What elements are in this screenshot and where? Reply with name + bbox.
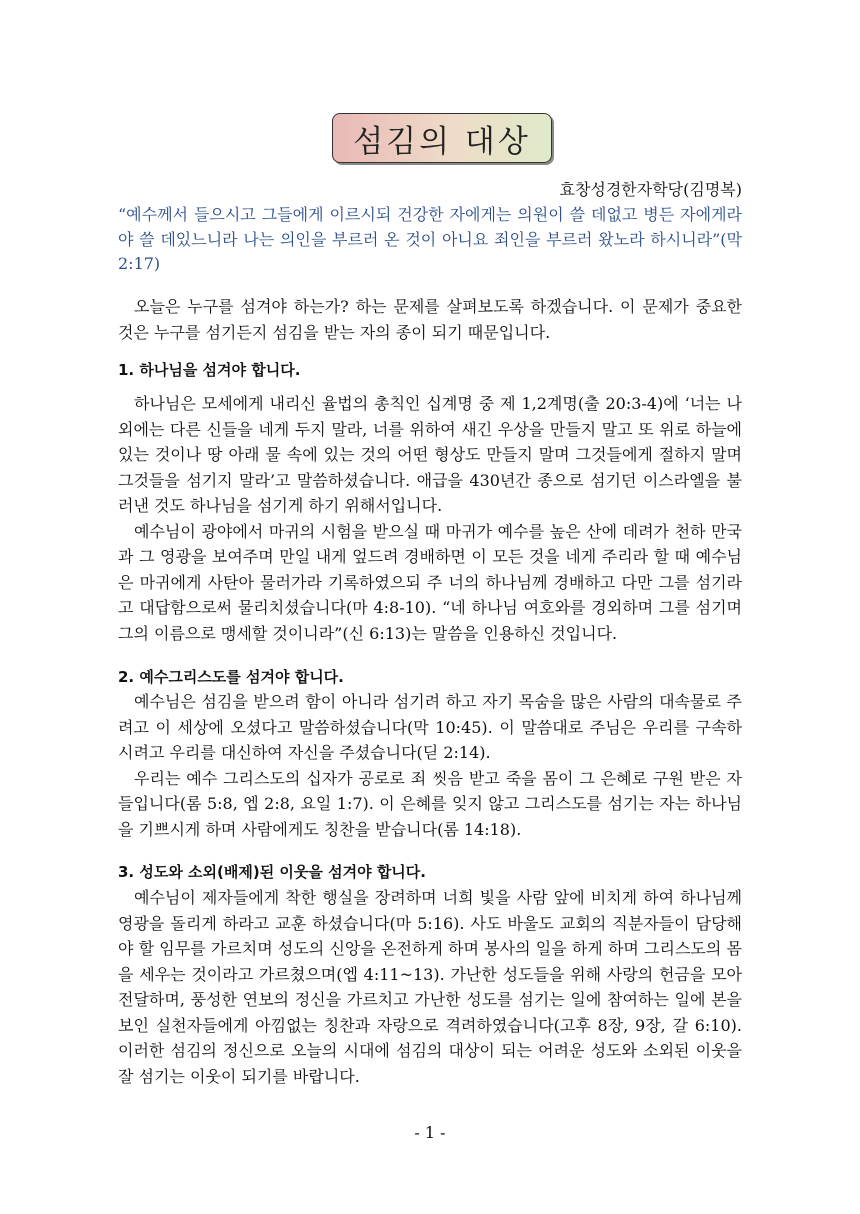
section-heading-1: 1. 하나님을 섬겨야 합니다. (118, 361, 301, 379)
section-heading-3: 3. 성도와 소외(배제)된 이웃을 섬겨야 합니다. (118, 863, 426, 881)
title-banner (332, 113, 552, 163)
section-body-1 (118, 391, 742, 646)
section-1-paragraph-1: 하나님은 모세에게 내리신 율법의 총칙인 십계명 중 제 1,2계명(출 20:3-4)에 ‘너는 나 외에는 다른 신들을 네게 두지 말라, 너를 위하여 새긴 우상을 만들지 말고 또 위로 하늘에 있는 것이나 땅 아래 물 속에 있는 것의 어떤 형상도 만들지 말며 그것들에게 절하지 말며 그것들을 섬기지 말라’고 말씀하셨습니다. 애급을 430년간 종으로 섬기던 이스라엘을 불러낸 것도 하나님을 섬기게 하기 위해서입니다. (118, 394, 742, 515)
section-heading-2: 2. 예수그리스도를 섬겨야 합니다. (118, 668, 344, 686)
section-body-3 (118, 885, 742, 1089)
section-body-2 (118, 689, 742, 842)
intro-text: 오늘은 누구를 섬겨야 하는가? 하는 문제를 살펴보도록 하겠습니다. 이 문제가 중요한 것은 누구를 섬기든지 섬김을 받는 자의 종이 되기 때문입니다. (118, 297, 742, 342)
epigraph-quote: “예수께서 들으시고 그들에게 이르시되 건강한 자에게는 의원이 쓸 데없고 병든 자에게라야 쓸 데있느니라 나는 의인을 부르러 온 것이 아니요 죄인을 부르러 왔노라 하시니라”(막 2:17) (118, 205, 742, 273)
document-title: 섬김의 대상 (353, 123, 531, 160)
intro-paragraph (118, 294, 742, 345)
section-2-paragraph-1: 예수님은 섬김을 받으려 함이 아니라 섬기려 하고 자기 목숨을 많은 사람의 대속물로 주려고 이 세상에 오셨다고 말씀하셨습니다(막 10:45). 이 말씀대로 주님은 우리를 구속하시려고 우리를 대신하여 자신을 주셨습니다(딛 2:14). (118, 692, 742, 762)
section-2-paragraph-2: 우리는 예수 그리스도의 십자가 공로로 죄 씻음 받고 죽을 몸이 그 은혜로 구원 받은 자들입니다(롬 5:8, 엡 2:8, 요일 1:7). 이 은혜를 잊지 않고 그리스도를 섬기는 자는 하나님을 기쁘시게 하며 사람에게도 칭찬을 받습니다(롬 14:18). (118, 768, 742, 839)
author-line: 효창성경한자학당(김명복) (559, 180, 742, 199)
section-3-paragraph-1: 예수님이 제자들에게 착한 행실을 장려하며 너희 빛을 사람 앞에 비치게 하여 하나님께 영광을 돌리게 하라고 교훈 하셨습니다(마 5:16). 사도 바울도 교회의 직분자들이 담당해야 할 임무를 가르치며 성도의 신앙을 온전하게 하며 봉사의 일을 하게 하며 그리스도의 몸을 세우는 것이라고 가르쳤으며(엡 4:11~13). 가난한 성도들을 위해 사랑의 헌금을 모아 전달하며, 풍성한 연보의 정신을 가르치고 가난한 성도를 섬기는 일에 참여하는 일에 본을 보인 실천자들에게 아낌없는 칭찬과 자랑으로 격려하였습니다(고후 8장, 9장, 갈 6:10). 이러한 섬김의 정신으로 오늘의 시대에 섬김의 대상이 되는 어려운 성도와 소외된 이웃을 잘 섬기는 이웃이 되기를 바랍니다. (118, 888, 742, 1086)
page-number: - 1 - (414, 1123, 446, 1142)
section-1-paragraph-2: 예수님이 광야에서 마귀의 시험을 받으실 때 마귀가 예수를 높은 산에 데려가 천하 만국과 그 영광을 보여주며 만일 내게 엎드려 경배하면 이 모든 것을 네게 주리라 할 때 예수님은 마귀에게 사탄아 물러가라 기록하였으되 주 너의 하나님께 경배하고 다만 그를 섬기라고 대답함으로써 물리치셨습니다(마 4:8-10). “네 하나님 여호와를 경외하며 그를 섬기며 그의 이름으로 맹세할 것이니라”(신 6:13)는 말씀을 인용하신 것입니다. (118, 521, 742, 643)
